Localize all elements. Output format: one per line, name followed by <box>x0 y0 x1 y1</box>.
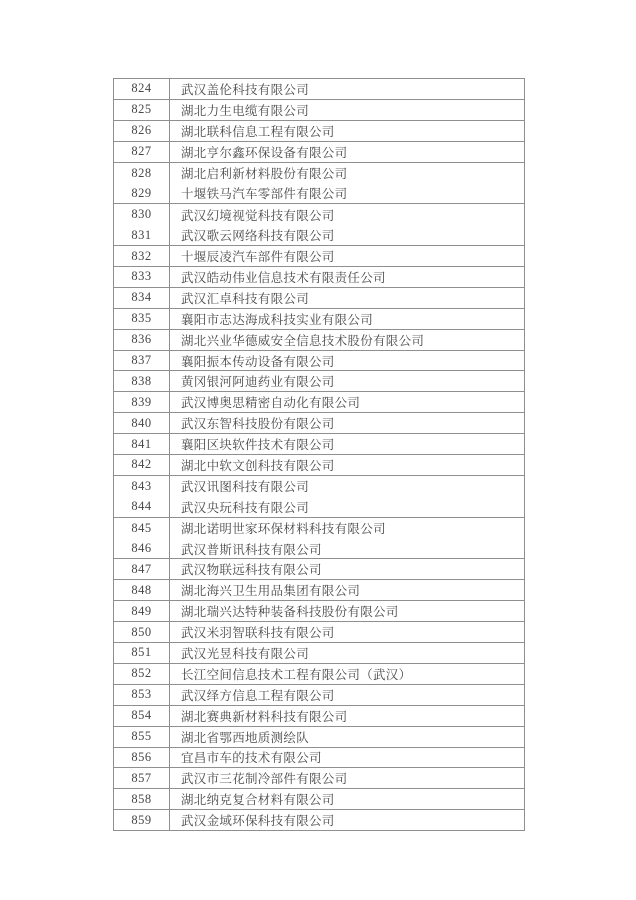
row-number-cell: 856 <box>114 748 170 768</box>
row-number-cell: 843 <box>114 476 170 497</box>
company-name-cell: 长江空间信息技术工程有限公司（武汉） <box>181 667 412 682</box>
table-row <box>114 267 524 288</box>
row-number-cell: 847 <box>114 559 170 579</box>
row-number-cell: 826 <box>114 121 170 141</box>
table-row <box>114 413 524 434</box>
table-row <box>114 518 524 539</box>
row-number-cell: 837 <box>114 351 170 371</box>
row-number-cell: 838 <box>114 371 170 391</box>
row-number-cell: 833 <box>114 267 170 287</box>
table-row <box>114 706 524 727</box>
table-row <box>114 392 524 413</box>
company-name-cell: 武汉金域环保科技有限公司 <box>181 814 335 829</box>
company-list-table <box>113 78 525 831</box>
row-number-cell: 844 <box>114 497 170 517</box>
company-name-cell: 武汉盖伦科技有限公司 <box>181 82 310 97</box>
table-row <box>114 539 524 560</box>
row-number-cell: 857 <box>114 768 170 788</box>
table-row <box>114 246 524 267</box>
row-number-cell: 834 <box>114 288 170 308</box>
table-row <box>114 455 524 476</box>
table-row <box>114 622 524 643</box>
company-name-cell: 武汉幻境视觉科技有限公司 <box>181 208 335 223</box>
row-number-cell: 824 <box>114 79 170 99</box>
row-number-cell: 835 <box>114 309 170 329</box>
company-name-cell: 湖北海兴卫生用品集团有限公司 <box>181 584 361 599</box>
table-row <box>114 204 524 225</box>
company-name-cell: 武汉普斯讯科技有限公司 <box>181 542 322 557</box>
company-name-cell: 武汉市三花制冷部件有限公司 <box>181 772 348 787</box>
company-name-cell: 武汉央玩科技有限公司 <box>181 500 310 515</box>
table-row <box>114 225 524 246</box>
table-row <box>114 351 524 372</box>
company-name-cell: 十堰辰凌汽车部件有限公司 <box>181 250 335 265</box>
table-row <box>114 330 524 351</box>
company-name-cell: 武汉讯图科技有限公司 <box>181 480 310 495</box>
company-name-cell: 襄阳市志达海成科技实业有限公司 <box>181 312 374 327</box>
company-name-cell: 武汉汇卓科技有限公司 <box>181 291 310 306</box>
row-number-cell: 848 <box>114 580 170 600</box>
company-name-cell: 襄阳振本传动设备有限公司 <box>181 354 335 369</box>
row-number-cell: 845 <box>114 518 170 539</box>
table-row <box>114 685 524 706</box>
company-name-cell: 武汉绎方信息工程有限公司 <box>181 688 335 703</box>
table-row <box>114 768 524 789</box>
row-number-cell: 852 <box>114 664 170 684</box>
table-row <box>114 121 524 142</box>
row-number-cell: 850 <box>114 622 170 642</box>
company-name-cell: 湖北纳克复合材料有限公司 <box>181 793 335 808</box>
table-row <box>114 643 524 664</box>
row-number-cell: 858 <box>114 789 170 809</box>
table-row <box>114 810 524 831</box>
row-number-cell: 840 <box>114 413 170 433</box>
company-name-cell: 湖北省鄂西地质测绘队 <box>181 730 310 745</box>
row-number-cell: 853 <box>114 685 170 705</box>
row-number-cell: 854 <box>114 706 170 726</box>
row-number-cell: 859 <box>114 810 170 830</box>
company-name-cell: 湖北亨尔鑫环保设备有限公司 <box>181 145 348 160</box>
table-row <box>114 434 524 455</box>
table-row <box>114 142 524 163</box>
table-row <box>114 288 524 309</box>
row-number-cell: 855 <box>114 727 170 747</box>
table-row <box>114 183 524 204</box>
company-name-cell: 湖北诺明世家环保材料科技有限公司 <box>181 522 386 537</box>
table-row <box>114 580 524 601</box>
company-name-cell: 武汉歌云网络科技有限公司 <box>181 229 335 244</box>
table-row <box>114 748 524 769</box>
row-number-cell: 842 <box>114 455 170 475</box>
table-row <box>114 601 524 622</box>
table-row <box>114 476 524 497</box>
company-name-cell: 武汉光昱科技有限公司 <box>181 646 310 661</box>
company-name-cell: 湖北力生电缆有限公司 <box>181 103 310 118</box>
row-number-cell: 832 <box>114 246 170 266</box>
company-name-cell: 武汉博奥思精密自动化有限公司 <box>181 396 361 411</box>
row-number-cell: 825 <box>114 100 170 120</box>
table-row <box>114 497 524 518</box>
company-name-cell: 湖北赛典新材料科技有限公司 <box>181 709 348 724</box>
table-row <box>114 727 524 748</box>
row-number-cell: 836 <box>114 330 170 350</box>
company-name-cell: 湖北兴业华德威安全信息技术股份有限公司 <box>181 333 425 348</box>
table-row <box>114 163 524 184</box>
table-row <box>114 789 524 810</box>
company-name-cell: 黄冈银河阿迪药业有限公司 <box>181 375 335 390</box>
company-name-cell: 襄阳区块软件技术有限公司 <box>181 438 335 453</box>
row-number-cell: 846 <box>114 539 170 559</box>
company-name-cell: 湖北中软文创科技有限公司 <box>181 458 335 473</box>
row-number-cell: 839 <box>114 392 170 412</box>
row-number-cell: 849 <box>114 601 170 621</box>
row-number-cell: 831 <box>114 225 170 245</box>
table-row <box>114 664 524 685</box>
row-number-cell: 841 <box>114 434 170 454</box>
table-row <box>114 100 524 121</box>
company-name-cell: 十堰铁马汽车零部件有限公司 <box>181 187 348 202</box>
table-row <box>114 79 524 100</box>
company-name-cell: 湖北启利新材料股份有限公司 <box>181 167 348 181</box>
company-name-cell: 宜昌市车的技术有限公司 <box>181 751 322 766</box>
company-name-cell: 武汉东智科技股份有限公司 <box>181 417 335 432</box>
table-row <box>114 371 524 392</box>
row-number-cell: 829 <box>114 183 170 203</box>
table-row <box>114 559 524 580</box>
company-name-cell: 武汉米羽智联科技有限公司 <box>181 626 335 641</box>
row-number-cell: 828 <box>114 163 170 184</box>
row-number-cell: 851 <box>114 643 170 663</box>
company-name-cell: 湖北瑞兴达特种装备科技股份有限公司 <box>181 605 399 620</box>
row-number-cell: 830 <box>114 204 170 225</box>
table-row <box>114 309 524 330</box>
company-name-cell: 湖北联科信息工程有限公司 <box>181 124 335 139</box>
company-name-cell: 武汉物联远科技有限公司 <box>181 563 322 578</box>
company-name-cell: 武汉皓动伟业信息技术有限责任公司 <box>181 270 386 285</box>
row-number-cell: 827 <box>114 142 170 162</box>
